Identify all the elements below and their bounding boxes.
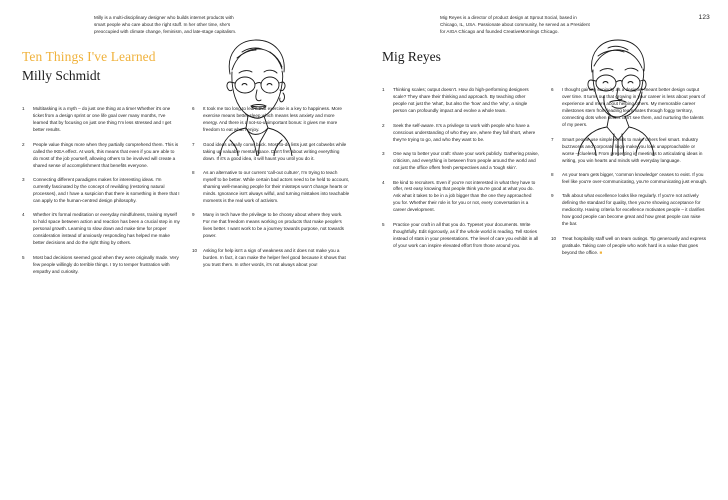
list-item-number: 4: [382, 179, 385, 185]
author-bio-right: Mig Reyes is a director of product design at Sprout Social, based in Chicago, IL, USA. Passionate about community, he served as a President for AIGA Chicago and founded CreativeMornings Chicago.: [440, 15, 590, 35]
list-item: [192, 212, 350, 240]
list-item-text: It took me too long to learn that exercise is a key to happiness. More exercise means better sleep which means less anxiety and more energy. And there is a not-so-unimportant bonus: it gives me more freedom to eat what I enjoy.: [203, 106, 342, 133]
list-item-text: One way to better your craft: share your work publicly. Gathering praise, criticism, and everything in between from people around the world and not just the office offers fresh perspectives and a 'tough skin'.: [393, 151, 539, 171]
list-item-text: Whether it's formal meditation or everyday mindfulness, training myself to hold space between action and reaction has been a crucial step in my personal growth. Learning to slow down and make time for proper consideration instead of anxiously responding has helped me make better decisions and do the right thing by others.: [33, 212, 180, 246]
list-item: [382, 222, 539, 250]
list-item-text: Connecting different paradigms makes for interesting ideas. I'm currently fascinated by the concept of rewilding (restoring natural processes), and I have a suspicion that there is something in there that I can apply to the human-centred design philosophy.: [33, 177, 180, 203]
list-item-text: Many in tech have the privilege to be choosy about where they work. For me that freedom means working on products that make people's lives better. I want work to be a journey towards purpose, not towards power.: [203, 212, 344, 239]
list-item-text: Practice your craft in all that you do. Typeset your documents. Write thoughtfully. Edit rigorously, as if the whole world is reading. Tell stories instead of stats in your presentations. The level of care you exhibit in all of your work can inspire elevated effort from those around you.: [393, 221, 539, 248]
page-title-right: Mig Reyes: [382, 49, 441, 65]
list-item-number: 1: [22, 106, 25, 112]
list-item-number: 5: [22, 254, 25, 260]
list-item-number: 6: [551, 87, 554, 93]
list-item-text: Seek the self-aware. It's a privilege to work with people who have a conscious understanding of who they are, where they fall short, where they're trying to go, and who they want to be.: [393, 122, 536, 142]
page-number: 123: [698, 14, 710, 21]
list-item-text: I thought gaining seniority as a designer meant better design output over time. It turns out that growing in your career is less about years of experience and more about helping others. My memorable career milestones stem from leading teammates through foggy territory, connecting dots when others can't see them, and nurturing the talents of my peers.: [562, 87, 706, 128]
list-item-text: Talk about what excellence looks like regularly. If you're not actively defining the standard for quality, then you're showing acceptance for mediocrity. Having criteria for excellence motivates people – it clarifies how good people can become great and how great people can raise the bar.: [562, 193, 705, 227]
list-item: [22, 212, 180, 247]
list-item: [382, 87, 539, 115]
page-kicker: Ten Things I've Learned: [22, 49, 156, 65]
list-item-number: 4: [22, 212, 25, 218]
list-item-text: Be kind to recruiters. Even if you're not interested in what they have to offer, rest easy knowing that people think you're good at what you do. Ask what it takes to be in a job bigger than the one they approached you for. Whether their role is for you or not, every conversation is a career development.: [393, 179, 536, 213]
list-item: [22, 106, 180, 134]
list-item-number: 10: [551, 235, 557, 241]
list-item-number: 7: [192, 141, 195, 147]
list-item-text: Thinking scales; output doesn't. How do high-performing designers scale? They share their thinking and approach. By teaching other people not just the 'what', but also the 'how' and the 'why', a single person can profoundly impact and evolve a whole team.: [393, 87, 529, 114]
list-item: [22, 142, 180, 170]
list-item-number: 5: [382, 221, 385, 227]
list-item: [551, 193, 708, 228]
list-item: [551, 236, 708, 257]
list-item-number: 1: [382, 87, 385, 93]
list-item-number: 9: [551, 193, 554, 199]
list-item-number: 8: [192, 170, 195, 176]
list-item-number: 2: [22, 141, 25, 147]
list-item-number: 3: [382, 151, 385, 157]
end-marker: ■: [598, 249, 603, 255]
list-item: [551, 172, 708, 186]
page-title: Milly Schmidt: [22, 68, 101, 84]
list-item: [382, 151, 539, 172]
list-item-text: As an alternative to our current 'call-out culture', I'm trying to teach myself to be better. While certain bad actors need to be held to account, shaming well-meaning people for their missteps won't change hearts or minds. Ignorance isn't always wilful, and turning mistakes into teachable moments is the real work of activism.: [203, 170, 350, 203]
list-item-text: As your team gets bigger, 'common knowledge' ceases to exist. If you feel like you're over-communicating, you're communicating just enough.: [562, 172, 708, 184]
list-item-number: 10: [192, 247, 198, 253]
list-item: [382, 180, 539, 215]
list-item: [22, 255, 180, 276]
list-item-number: 7: [551, 136, 554, 142]
list-item-number: 3: [22, 177, 25, 183]
list-item-text: Smart people use simple words to make others feel smart. Industry buzzwords and corporate lingo make you look unapproachable or worse – clueless. From presenting in meetings to articulating ideas in writing, you win hearts and minds with everyday language.: [562, 136, 703, 163]
list-item-text: People value things more when they partially comprehend them. This is called the IKEA effect. At work, this means that even if you are able to do most of the job yourself, allowing others to be involved will create a shared sense of accomplishment that benefits everyone.: [33, 141, 179, 168]
list-item-number: 2: [382, 122, 385, 128]
list-item-text: Most bad decisions seemed good when they were originally made. Very few people willingly do terrible things. I try to temper frustration with empathy and curiosity.: [33, 254, 179, 274]
portrait-mig-reyes-illustration: [556, 28, 676, 156]
list-item-text: Treat hospitality staff well on team outings. Tip generously and express gratitude. Taking care of people who work hard is a value that goes beyond the office. ■: [562, 235, 707, 255]
list-item: [192, 248, 350, 269]
list-item-number: 8: [551, 172, 554, 178]
list-item: [192, 170, 350, 205]
list-item-text: Good ideas usually come back. Most to-do lists just get cobwebs while taking up valuable mental space. Don't fret about writing everything down. If it's a good idea, it will haunt you until you do it.: [203, 141, 347, 161]
lessons-column-1: [22, 106, 180, 283]
list-item: [22, 177, 180, 205]
list-item-number: 9: [192, 212, 195, 218]
author-bio-left: Milly is a multi-disciplinary designer who builds internet products with smart people who care about the right stuff. In her other time, she's preoccupied with climate change, feminism, and late-stage capitalism.: [94, 15, 237, 35]
list-item-number: 6: [192, 106, 195, 112]
portrait-milly-schmidt-illustration: [196, 28, 316, 156]
lessons-column-3: [382, 87, 539, 264]
list-item-text: Multitasking is a myth – do just one thing at a time! Whether it's one ticket from a design sprint or one life goal over many months, I've learned that by focusing on just one thing I'm less stressed and I get better results.: [33, 106, 172, 133]
list-item-text: Asking for help isn't a sign of weakness and it does not make you a burden. In fact, it can make the helper feel good because it shows that you trust them. In other words, it's not always about you!: [203, 247, 346, 267]
list-item: [382, 123, 539, 144]
